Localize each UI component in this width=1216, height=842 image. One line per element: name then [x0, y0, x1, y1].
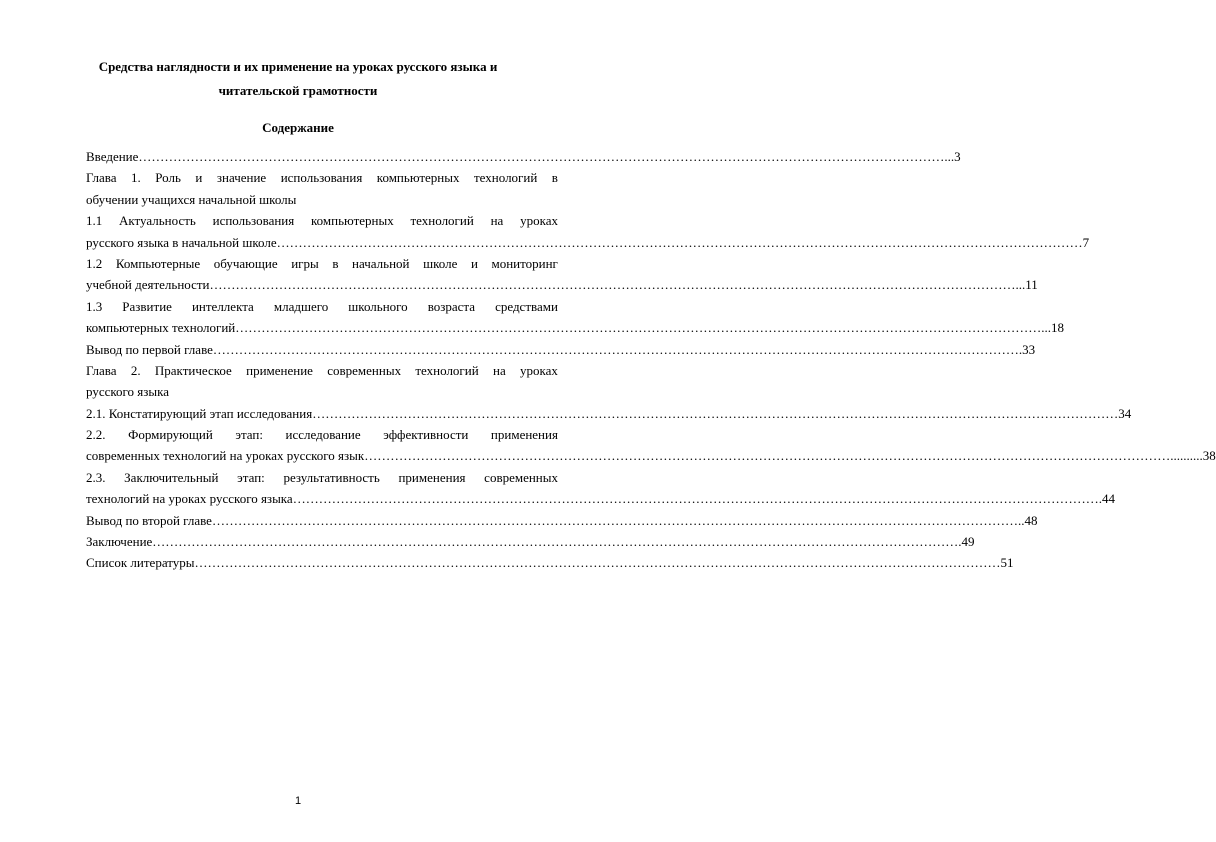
toc-word: младшего — [273, 298, 329, 314]
toc-entry-text: 2.1. Констатирующий этап исследования — [86, 405, 313, 421]
toc-word: технологий — [474, 170, 538, 186]
toc-entry-text: обучении учащихся начальной школы — [86, 191, 297, 207]
toc-page-number: ..48 — [1017, 512, 1038, 528]
toc-entry — [86, 146, 961, 167]
toc-page-number: .44 — [1098, 491, 1115, 507]
title-line-2: читательской грамотности — [218, 83, 378, 98]
title-line-1: Средства наглядности и их применение на уроках русского языка и — [98, 59, 498, 74]
toc-page-number: ...18 — [1041, 320, 1065, 336]
toc-entry-text: компьютерных технологий — [86, 320, 236, 336]
toc-page-number: 7 — [1082, 234, 1090, 250]
toc-line — [86, 189, 558, 210]
toc-word: возраста — [427, 298, 476, 314]
toc-page-number: .33 — [1018, 341, 1036, 357]
toc-entry-text: Вывод по второй главе — [86, 512, 212, 528]
toc-word: 2.2. — [86, 427, 106, 443]
toc-page-number: ..........38 — [1170, 448, 1216, 464]
toc-word: школе — [423, 255, 458, 271]
toc-word: 1.1 — [86, 213, 103, 229]
toc-word: результативность — [283, 469, 380, 485]
toc-word: Заключительный — [124, 469, 219, 485]
toc-word: Практическое — [154, 362, 232, 378]
toc-word: мониторинг — [491, 255, 558, 271]
toc-leader-dots: …………………………………………………………………………………………………………………………………………………………………… — [312, 405, 1119, 421]
table-of-contents — [86, 146, 1216, 574]
toc-leader-dots: …………………………………………………………………………………………………………………………………………………………………… — [209, 277, 1016, 293]
toc-word: применения — [398, 469, 466, 485]
toc-entry — [86, 531, 975, 552]
toc-word: Формирующий — [128, 427, 213, 443]
toc-entry — [86, 445, 1216, 466]
toc-word: этап: — [235, 427, 263, 443]
toc-leader-dots: …………………………………………………………………………………………………………………………………………………………………… — [138, 149, 945, 164]
toc-entry — [86, 339, 1036, 360]
toc-word: игры — [291, 255, 319, 271]
toc-word: применения — [490, 427, 558, 443]
toc-leader-dots: …………………………………………………………………………………………………………………………………………………………………… — [276, 234, 1083, 250]
toc-entry-text: русского языка в начальной школе — [86, 234, 277, 250]
toc-word: 2.3. — [86, 469, 106, 485]
toc-word: 2. — [130, 362, 141, 378]
toc-leader-dots: …………………………………………………………………………………………………………………………………………………………………… — [292, 491, 1099, 507]
toc-word: на — [490, 213, 504, 229]
toc-entry — [86, 274, 1038, 295]
toc-word: 1. — [131, 170, 141, 186]
toc-word: 1.2 — [86, 255, 103, 271]
toc-word: Роль — [155, 170, 181, 186]
toc-word: в — [332, 255, 339, 271]
toc-entry-text: технологий на уроках русского языка — [86, 491, 293, 507]
toc-word: и — [195, 170, 203, 186]
toc-word: Компьютерные — [115, 255, 201, 271]
toc-word: интеллекта — [191, 298, 254, 314]
toc-entry-text: русского языка — [86, 384, 170, 400]
toc-page-number: 51 — [1000, 555, 1014, 571]
page-number: 1 — [294, 795, 302, 807]
toc-leader-dots: …………………………………………………………………………………………………………………………………………………………………… — [235, 320, 1042, 336]
toc-line — [86, 360, 558, 381]
toc-word: Развитие — [122, 298, 172, 314]
toc-word: компьютерных — [376, 170, 460, 186]
toc-entry-text: Заключение — [86, 534, 153, 550]
toc-word: компьютерных — [311, 213, 394, 229]
toc-entry-text: Введение — [86, 149, 139, 164]
toc-word: этап: — [237, 469, 265, 485]
toc-word: школьного — [348, 298, 408, 314]
toc-heading: Содержание — [262, 120, 334, 135]
toc-leader-dots: …………………………………………………………………………………………………………………………………………………………………… — [211, 512, 1018, 528]
toc-entry-text: Вывод по первой главе — [86, 341, 213, 357]
document-title — [60, 55, 536, 103]
toc-word: Глава — [86, 362, 117, 378]
toc-word: Актуальность — [119, 213, 196, 229]
toc-line — [86, 210, 558, 231]
toc-word: и — [470, 255, 478, 271]
toc-entry-text: Список литературы — [86, 555, 195, 571]
toc-entry — [86, 317, 1065, 338]
toc-line — [86, 467, 558, 488]
toc-word: на — [492, 362, 506, 378]
toc-line — [86, 381, 558, 402]
toc-word: современных — [327, 362, 402, 378]
toc-page-number: 34 — [1118, 405, 1132, 421]
toc-entry — [86, 403, 1132, 424]
toc-word: уроках — [520, 213, 558, 229]
toc-word: начальной — [352, 255, 410, 271]
toc-line — [86, 253, 558, 274]
toc-page-number: .49 — [958, 534, 975, 550]
toc-line — [86, 296, 558, 317]
toc-line — [86, 167, 558, 188]
toc-word: применение — [246, 362, 313, 378]
toc-word: технологий — [410, 213, 474, 229]
toc-line — [86, 424, 558, 445]
toc-page-number: ...11 — [1015, 277, 1038, 293]
toc-word: в — [551, 170, 558, 186]
toc-leader-dots: …………………………………………………………………………………………………………………………………………………………………… — [212, 341, 1019, 357]
toc-entry-text: учебной деятельности — [86, 277, 210, 293]
toc-word: уроках — [520, 362, 558, 378]
toc-entry — [86, 510, 1038, 531]
toc-entry-text: современных технологий на уроках русского язык — [86, 448, 365, 464]
toc-word: технологий — [415, 362, 479, 378]
toc-entry — [86, 232, 1090, 253]
toc-word: обучающие — [213, 255, 278, 271]
toc-word: средствами — [495, 298, 558, 314]
toc-word: использования — [280, 170, 363, 186]
toc-word: современных — [484, 469, 558, 485]
toc-entry — [86, 552, 1014, 573]
toc-leader-dots: …………………………………………………………………………………………………………………………………………………………………… — [152, 534, 959, 550]
toc-word: Глава — [86, 170, 117, 186]
toc-word: эффективности — [383, 427, 469, 443]
toc-page-number: ...3 — [944, 149, 961, 164]
toc-word: использования — [212, 213, 295, 229]
toc-entry — [86, 488, 1115, 509]
toc-word: исследование — [285, 427, 361, 443]
toc-word: значение — [216, 170, 267, 186]
toc-leader-dots: …………………………………………………………………………………………………………………………………………………………………… — [364, 448, 1171, 464]
toc-leader-dots: …………………………………………………………………………………………………………………………………………………………………… — [194, 555, 1001, 571]
toc-word: 1.3 — [86, 298, 103, 314]
